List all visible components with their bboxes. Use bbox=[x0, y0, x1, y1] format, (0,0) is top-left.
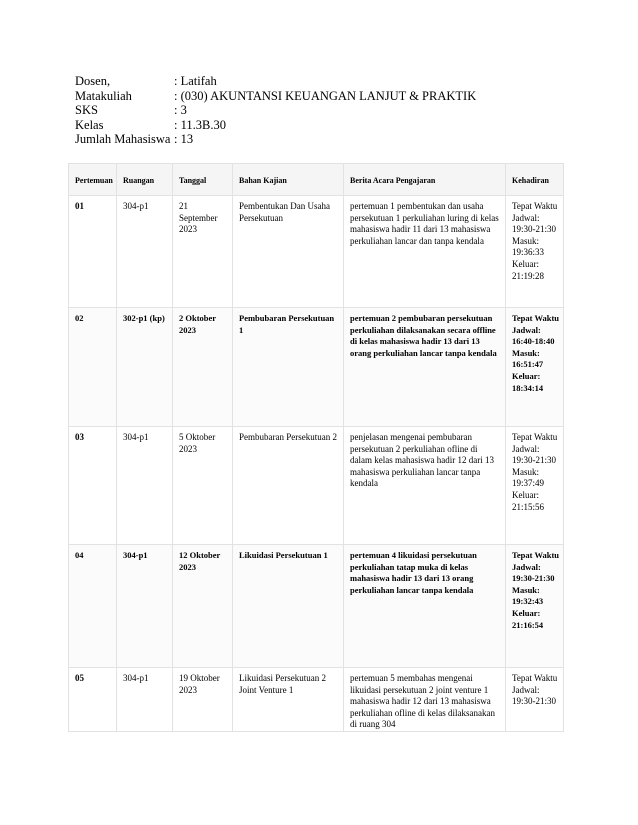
column-header: Kehadiran bbox=[506, 164, 564, 196]
pertemuan-cell: 05 bbox=[69, 668, 117, 732]
berita-cell: pertemuan 4 likuidasi persekutuan perkuliahan tatap muka di kelas mahasiswa hadir 13 dari 13 orang perkuliahan lancar tanpa kendala bbox=[344, 545, 506, 668]
berita-cell: pertemuan 5 membahas mengenai likuidasi persekutuan 2 joint venture 1 mahasiswa hadir 12 dari 13 mahasiswa perkuliahan ofline di kelas dilaksanakan di ruang 304 bbox=[344, 668, 506, 732]
column-header: Tanggal bbox=[173, 164, 233, 196]
dosen-label: Dosen, bbox=[75, 74, 111, 88]
berita-cell: pertemuan 1 pembentukan dan usaha persekutuan 1 perkuliahan luring di kelas mahasiswa hadir 11 dari 13 mahasiswa perkuliahan lancar dan tanpa kendala bbox=[344, 196, 506, 308]
table-row bbox=[69, 668, 564, 732]
pertemuan-cell: 04 bbox=[69, 545, 117, 668]
kehadiran-cell bbox=[506, 668, 564, 732]
jadwal-text: Jadwal: 19:30-21:30 bbox=[512, 212, 556, 235]
pertemuan-cell: 03 bbox=[69, 427, 117, 545]
column-header: Ruangan bbox=[117, 164, 173, 196]
info-row-kelas bbox=[75, 118, 476, 133]
bahan-cell: Likuidasi Persekutuan 2 Joint Venture 1 bbox=[233, 668, 344, 732]
bahan-cell: Likuidasi Persekutuan 1 bbox=[233, 545, 344, 668]
tanggal-cell: 2 Oktober 2023 bbox=[173, 308, 233, 427]
kehadiran-cell bbox=[506, 308, 564, 427]
status-text: Tepat Waktu bbox=[512, 432, 558, 442]
status-text: Tepat Waktu bbox=[512, 313, 560, 323]
masuk-text: Masuk: 19:37:49 bbox=[512, 466, 545, 489]
matakuliah-label: Matakuliah bbox=[75, 88, 132, 103]
bahan-cell: Pembubaran Persekutuan 2 bbox=[233, 427, 344, 545]
course-info bbox=[75, 74, 476, 147]
info-row-sks bbox=[75, 103, 476, 118]
masuk-text: Masuk: 19:32:43 bbox=[512, 584, 544, 607]
bahan-cell: Pembentukan Dan Usaha Persekutuan bbox=[233, 196, 344, 308]
tanggal-cell: 12 Oktober 2023 bbox=[173, 545, 233, 668]
masuk-text: Masuk: 19:36:33 bbox=[512, 235, 545, 258]
table-header-row bbox=[69, 164, 564, 196]
tanggal-cell: 21 September 2023 bbox=[173, 196, 233, 308]
kelas-label: Kelas bbox=[75, 117, 104, 132]
tanggal-cell: 19 Oktober 2023 bbox=[173, 668, 233, 732]
attendance-table bbox=[68, 163, 564, 732]
jumlah-value: : 13 bbox=[174, 132, 194, 147]
column-header: Bahan Kajian bbox=[233, 164, 344, 196]
ruangan-cell: 304-p1 bbox=[117, 545, 173, 668]
pertemuan-cell: 02 bbox=[69, 308, 117, 427]
jadwal-text: Jadwal: 19:30-21:30 bbox=[512, 561, 555, 584]
keluar-text: Keluar: 21:19:28 bbox=[512, 258, 545, 281]
ruangan-cell: 304-p1 bbox=[117, 668, 173, 732]
bahan-cell: Pembubaran Persekutuan 1 bbox=[233, 308, 344, 427]
info-row-dosen bbox=[75, 74, 476, 89]
berita-cell: penjelasan mengenai pembubaran persekutuan 2 perkuliahan ofline di dalam kelas mahasiswa hadir 12 dari 13 mahasiswa perkuliahan lancar tanpa kendala bbox=[344, 427, 506, 545]
jumlah-label: Jumlah Mahasiswa bbox=[75, 132, 171, 147]
table-row bbox=[69, 308, 564, 427]
dosen-value: : Latifah bbox=[174, 74, 217, 88]
status-text: Tepat Waktu bbox=[512, 673, 558, 683]
berita-cell: pertemuan 2 pembubaran persekutuan perkuliahan dilaksanakan secara offline di kelas mahasiswa hadir 13 dari 13 orang perkuliahan lancar tanpa kendala bbox=[344, 308, 506, 427]
kehadiran-cell bbox=[506, 427, 564, 545]
tanggal-cell: 5 Oktober 2023 bbox=[173, 427, 233, 545]
kelas-value: : 11.3B.30 bbox=[174, 117, 226, 132]
keluar-text: Keluar: 21:15:56 bbox=[512, 489, 545, 512]
status-text: Tepat Waktu bbox=[512, 550, 560, 560]
matakuliah-value: : (030) AKUNTANSI KEUANGAN LANJUT & PRAKTIK bbox=[174, 88, 477, 103]
kehadiran-cell bbox=[506, 196, 564, 308]
ruangan-cell: 302-p1 (kp) bbox=[117, 308, 173, 427]
table-row bbox=[69, 196, 564, 308]
column-header: Berita Acara Pengajaran bbox=[344, 164, 506, 196]
info-row-jumlah bbox=[75, 132, 476, 147]
kehadiran-cell bbox=[506, 545, 564, 668]
table-row bbox=[69, 427, 564, 545]
masuk-text: Masuk: 16:51:47 bbox=[512, 347, 544, 370]
jadwal-text: Jadwal: 19:30-21:30 bbox=[512, 443, 556, 466]
table-row bbox=[69, 545, 564, 668]
jadwal-text: Jadwal: 16:40-18:40 bbox=[512, 324, 555, 347]
pertemuan-cell: 01 bbox=[69, 196, 117, 308]
column-header: Pertemuan bbox=[69, 164, 117, 196]
sks-label: SKS bbox=[75, 103, 98, 118]
ruangan-cell: 304-p1 bbox=[117, 427, 173, 545]
sks-value: : 3 bbox=[174, 103, 187, 118]
ruangan-cell: 304-p1 bbox=[117, 196, 173, 308]
status-text: Tepat Waktu bbox=[512, 201, 558, 211]
info-row-matakuliah bbox=[75, 89, 476, 104]
jadwal-text: Jadwal: 19:30-21:30 bbox=[512, 684, 556, 707]
keluar-text: Keluar: 21:16:54 bbox=[512, 607, 544, 630]
keluar-text: Keluar: 18:34:14 bbox=[512, 370, 544, 393]
